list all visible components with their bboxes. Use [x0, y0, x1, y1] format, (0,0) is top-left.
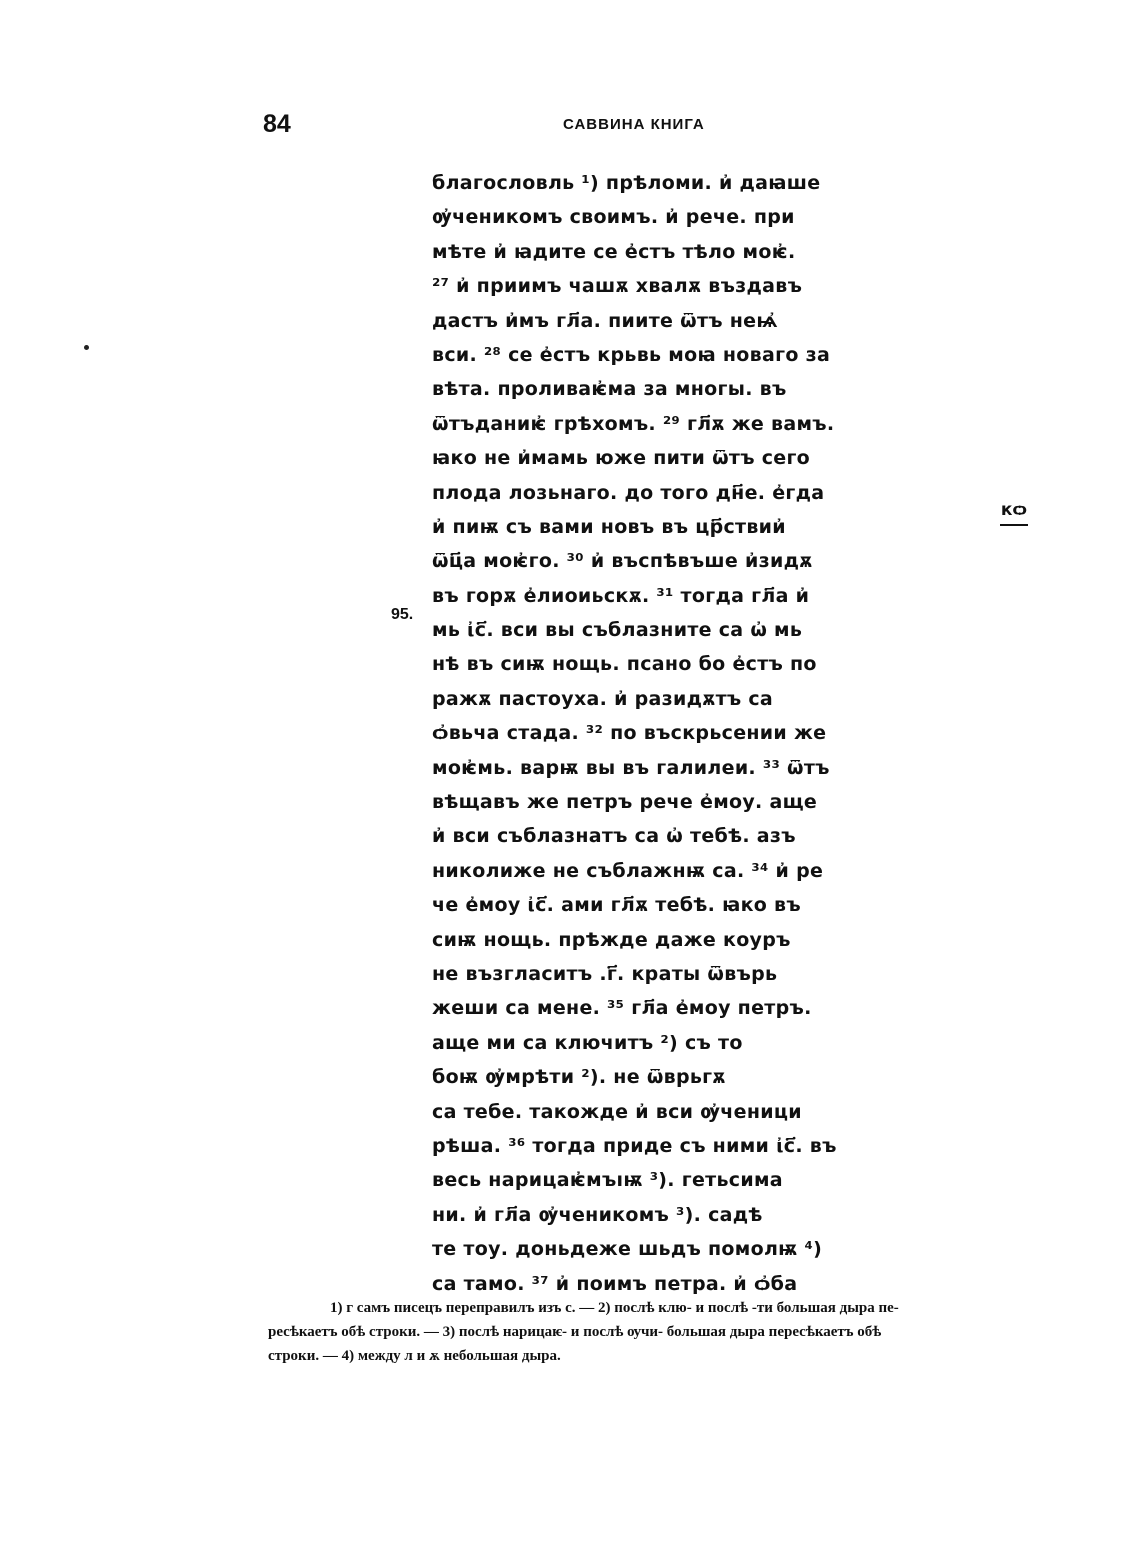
- margin-folio-note: [1000, 500, 1028, 526]
- text-line: благословль ¹) прѣломи. и҆ даꙗше: [432, 172, 821, 194]
- text-line: дастъ и҆мъ гл҃а. пиите ѿтъ неѩ҆: [432, 309, 778, 332]
- text-line: ни. и҆ гл҃а ѹ҆ченикомъ ³). садѣ: [432, 1203, 763, 1226]
- text-line: и҆ вси съблазнатъ са ѡ҆ тебѣ. азъ: [432, 825, 796, 848]
- text-line: весь нарицаѥ҆мъıѭ ³). гетьсима: [432, 1169, 783, 1192]
- running-title: САВВИНА КНИГА: [563, 116, 705, 133]
- text-line: николиже не съблажнѭ са. ³⁴ и҆ ре: [432, 859, 824, 882]
- text-line: са тебе. такожде и҆ вси ѹ҆ченици: [432, 1100, 802, 1123]
- text-line: и҆ пиѭ съ вами новъ въ цр҃ствии҆: [432, 515, 786, 538]
- text-line: ѹ҆ченикомъ своимъ. и҆ рече. при: [432, 206, 795, 229]
- text-line: вси. ²⁸ се е҆стъ крьвь моꙗ новаго за: [432, 343, 831, 366]
- scan-speck: [84, 345, 89, 350]
- text-line: вѣщавъ же петръ рече е҆моу. аще: [432, 791, 818, 814]
- text-line: боѭ ѹ҆мрѣти ²). не ѿврьгѫ: [432, 1066, 726, 1089]
- text-line: ѿтъданиѥ҆ грѣхомъ. ²⁹ гл҃ѫ же вамъ.: [432, 412, 835, 435]
- text-line: са тамо. ³⁷ и҆ поимъ петра. и҆ ѻ҆ба: [432, 1272, 798, 1295]
- text-line: вѣта. проливаѥ҆ма за многы. въ: [432, 378, 787, 401]
- text-line: аще ми са ключитъ ²) съ то: [432, 1031, 743, 1054]
- main-text: [432, 166, 862, 1301]
- text-line: мь ι҆с҃. вси вы съблазните са ѡ҆ мь: [432, 619, 803, 642]
- text-line: моѥ҆мь. варѭ вы въ галилеи. ³³ ѿтъ: [432, 756, 830, 779]
- text-line: плода лозьнаго. до того дн҃е. е҆гда: [432, 481, 825, 504]
- footnotes: [268, 1296, 1076, 1368]
- text-line: ѿц҃а моѥ҆го. ³⁰ и҆ въспѣвъше и҆зидѫ: [432, 550, 813, 573]
- text-line: че е҆моу ι҆с҃. ами гл҃ѫ тебѣ. ꙗко въ: [432, 894, 801, 917]
- text-line: не възгласитъ .г҃. краты ѿвърь: [432, 962, 778, 985]
- text-line: сиѭ нощь. прѣжде даже коуръ: [432, 928, 791, 951]
- text-line: ²⁷ и҆ приимъ чашѫ хвалѫ въздавъ: [432, 275, 803, 298]
- text-line: мѣте и҆ ꙗдите се е҆стъ тѣло моѥ҆.: [432, 240, 796, 263]
- text-line: ражѫ пастоуха. и҆ разидѫтъ са: [432, 687, 774, 710]
- text-line: те тоу. доньдеже шьдъ помолѭ ⁴): [432, 1238, 823, 1261]
- footnote-line: ресѣкаетъ обѣ строки. — 3) послѣ нарицаѥ- и послѣ ѹчи- большая дыра пересѣкаетъ обѣ: [268, 1324, 882, 1340]
- margin-note-text: кѻ: [1000, 500, 1028, 520]
- page-number: 84: [263, 110, 291, 138]
- text-line: нѣ въ сиѭ нощь. псано бо е҆стъ по: [432, 653, 817, 676]
- text-line: въ горѫ е҆лиоиьскѫ. ³¹ тогда гл҃а и҆: [432, 584, 810, 607]
- line-number-marker: 95.: [391, 606, 414, 623]
- text-line: ꙗко не и҆мамь юже пити ѿтъ сего: [432, 447, 811, 470]
- margin-note-rule: [1000, 524, 1028, 526]
- text-line: ѻ҆вьча стада. ³² по въскрьсении же: [432, 722, 827, 745]
- footnote-line: строки. — 4) между л и ѫ небольшая дыра.: [268, 1348, 561, 1364]
- text-line: жеши са мене. ³⁵ гл҃а е҆моу петръ.: [432, 997, 812, 1020]
- text-line: рѣша. ³⁶ тогда приде съ ними ι҆с҃. въ: [432, 1134, 837, 1157]
- footnote-line: 1) г самъ писецъ переправилъ изъ с. — 2) послѣ клю- и послѣ -ти большая дыра пе-: [330, 1300, 899, 1316]
